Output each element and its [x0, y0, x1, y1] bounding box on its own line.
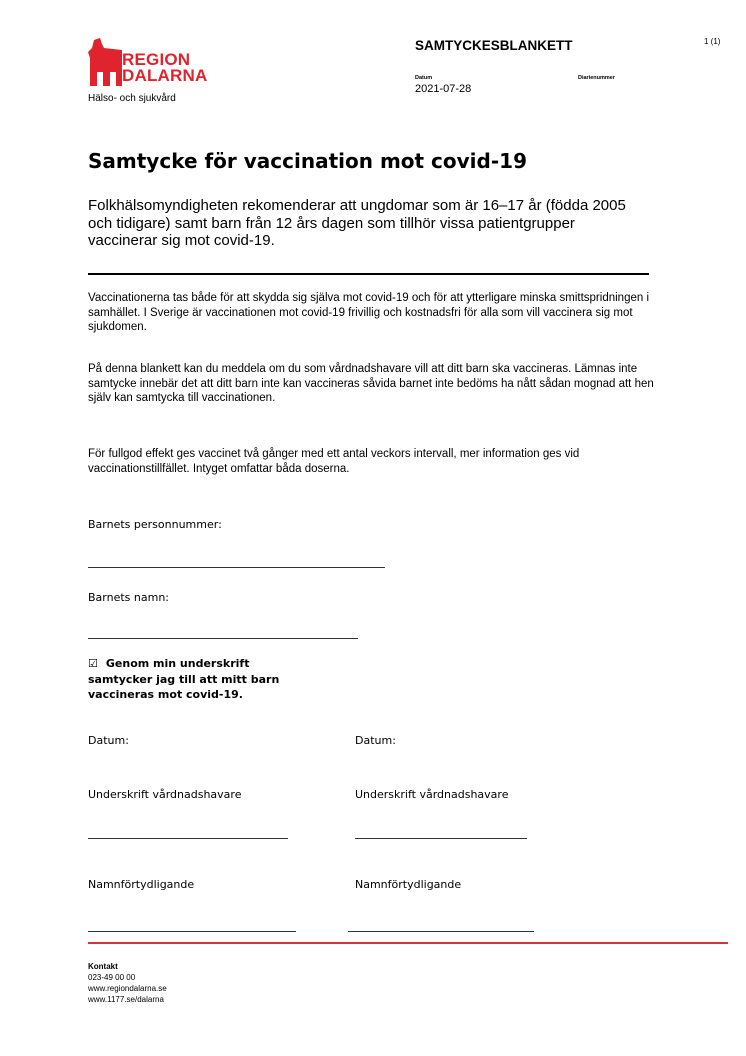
- consent-text: Genom min underskrift samtycker jag till att mitt barn vaccineras mot covid-19.: [88, 657, 280, 701]
- logo-line-2: DALARNA: [122, 66, 208, 85]
- clarification-line-guardian-1[interactable]: [88, 931, 296, 932]
- reference-label: Diarienummer: [578, 75, 615, 81]
- clarification-label-guardian-2: Namnförtydligande: [355, 878, 462, 891]
- date-value: 2021-07-28: [415, 83, 472, 95]
- footer-1177-link[interactable]: www.1177.se/dalarna: [88, 995, 164, 1004]
- intro-paragraph: Folkhälsomyndigheten rekomenderar att ungdomar som är 16–17 år (födda 2005 och tidigare) samt barn från 12 års dagen som tillhör vissa patientgrupper vaccinerar sig mot covid-19.: [88, 197, 626, 249]
- clarification-line-guardian-2[interactable]: [348, 931, 534, 932]
- signature-line-guardian-1[interactable]: [88, 838, 288, 839]
- footer-divider: [88, 942, 728, 944]
- footer-website-link[interactable]: www.regiondalarna.se: [88, 984, 167, 993]
- consent-checkbox-icon[interactable]: ☑: [88, 657, 98, 670]
- dala-horse-logo-icon: [88, 38, 122, 90]
- logo-wordmark: [122, 52, 207, 84]
- page-title: Samtycke för vaccination mot covid-19: [88, 149, 527, 173]
- date-label-guardian-2: Datum:: [355, 734, 396, 747]
- paragraph-2: På denna blankett kan du meddela om du som vårdnadshavare vill att ditt barn ska vaccineras. Lämnas inte samtycke innebär det att ditt barn inte kan vaccineras såvida barnet inte bedöms ha nått sådan mognad att hen själv kan samtycka till vaccinationen.: [88, 363, 654, 404]
- document-type: SAMTYCKESBLANKETT: [415, 38, 573, 53]
- personnummer-label: Barnets personnummer:: [88, 518, 222, 531]
- page-number: 1 (1): [704, 37, 721, 46]
- section-divider: [88, 273, 649, 275]
- footer-contact: [88, 961, 167, 1005]
- footer-heading: Kontakt: [88, 962, 118, 971]
- paragraph-1: Vaccinationerna tas både för att skydda sig själva mot covid-19 och för att ytterligare minska smittspridningen i samhället. I Sverige är vaccinationen mot covid-19 frivillig och kostnadsfri för alla som vill vaccinera sig mot sjukdomen.: [88, 292, 650, 333]
- logo-line-1: REGION: [122, 50, 191, 69]
- signature-label-guardian-2: Underskrift vårdnadshavare: [355, 788, 509, 801]
- personnummer-field-line[interactable]: [88, 567, 385, 568]
- logo-subtitle: Hälso- och sjukvård: [88, 93, 176, 104]
- child-name-field-line[interactable]: [88, 638, 358, 639]
- date-label-guardian-1: Datum:: [88, 734, 129, 747]
- paragraph-3: För fullgod effekt ges vaccinet två gånger med ett antal veckors intervall, mer information ges vid vaccinationstillfället. Intyget omfattar båda doserna.: [88, 448, 580, 475]
- signature-label-guardian-1: Underskrift vårdnadshavare: [88, 788, 242, 801]
- consent-statement: [88, 656, 298, 703]
- child-name-label: Barnets namn:: [88, 591, 170, 604]
- date-label: Datum: [415, 75, 433, 81]
- signature-line-guardian-2[interactable]: [355, 838, 527, 839]
- footer-phone: 023-49 00 00: [88, 973, 136, 982]
- clarification-label-guardian-1: Namnförtydligande: [88, 878, 195, 891]
